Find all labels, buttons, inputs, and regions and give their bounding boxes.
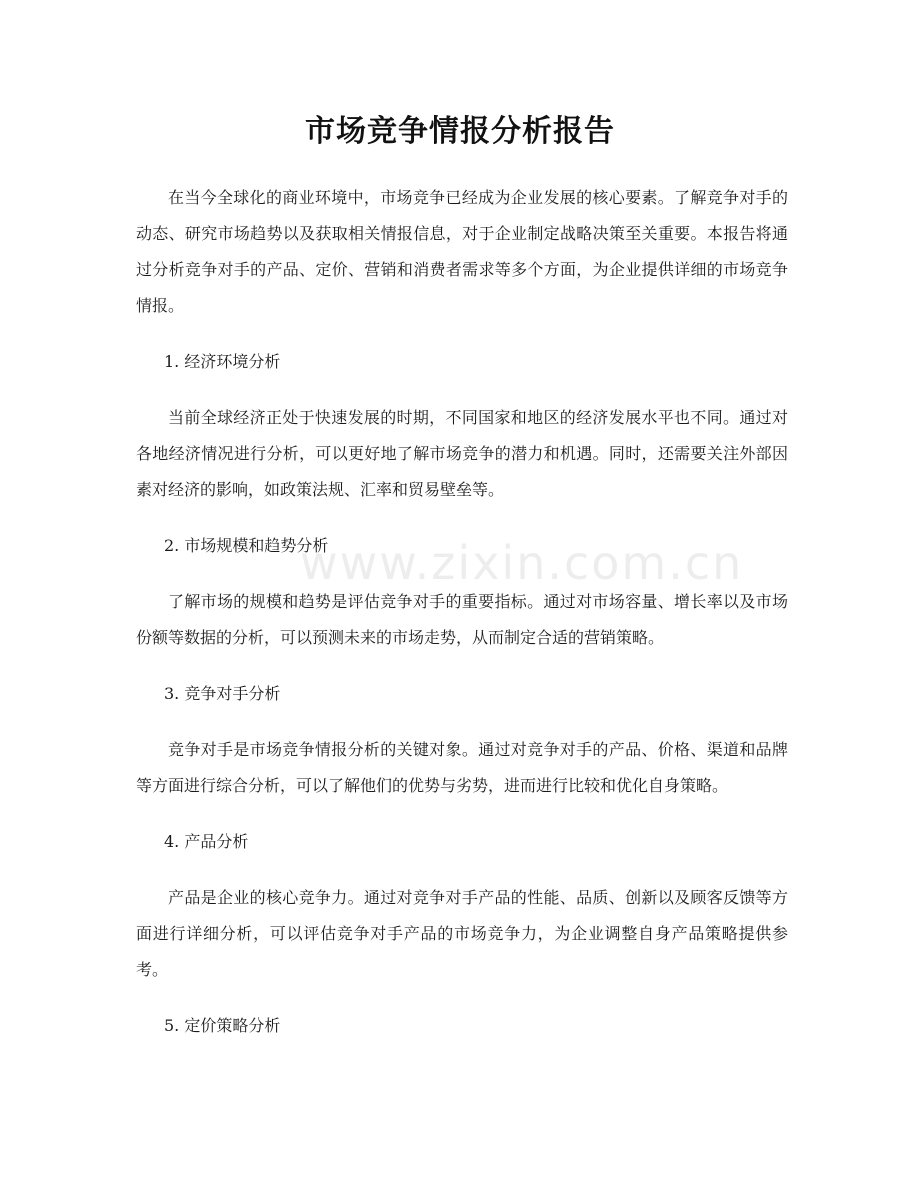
section-body-product: 产品是企业的核心竞争力。通过对竞争对手产品的性能、品质、创新以及顾客反馈等方面进行详细分析，可以评估竞争对手产品的市场竞争力，为企业调整自身产品策略提供参考。: [136, 888, 788, 979]
page-title: 市场竞争情报分析报告: [305, 114, 615, 149]
section-heading-competitors: 3. 竞争对手分析: [164, 684, 281, 703]
section-body-competitors: 竞争对手是市场竞争情报分析的关键对象。通过对竞争对手的产品、价格、渠道和品牌等方面进行综合分析，可以了解他们的优势与劣势，进而进行比较和优化自身策略。: [136, 740, 788, 795]
watermark: www.zixin.com.cn: [300, 536, 744, 590]
section-heading-market-size: 2. 市场规模和趋势分析: [164, 536, 329, 555]
section-heading-economy: 1. 经济环境分析: [164, 352, 281, 371]
section-heading-product: 4. 产品分析: [164, 832, 249, 851]
section-body-market-size: 了解市场的规模和趋势是评估竞争对手的重要指标。通过对市场容量、增长率以及市场份额等数据的分析，可以预测未来的市场走势，从而制定合适的营销策略。: [136, 592, 788, 647]
section-body-economy: 当前全球经济正处于快速发展的时期，不同国家和地区的经济发展水平也不同。通过对各地经济情况进行分析，可以更好地了解市场竞争的潜力和机遇。同时，还需要关注外部因素对经济的影响，如政策法规、汇率和贸易壁垒等。: [136, 408, 788, 499]
intro-paragraph: 在当今全球化的商业环境中，市场竞争已经成为企业发展的核心要素。了解竞争对手的动态、研究市场趋势以及获取相关情报信息，对于企业制定战略决策至关重要。本报告将通过分析竞争对手的产品、定价、营销和消费者需求等多个方面，为企业提供详细的市场竞争情报。: [136, 188, 788, 315]
document-body: [136, 180, 788, 1064]
section-heading-pricing: 5. 定价策略分析: [164, 1016, 281, 1035]
